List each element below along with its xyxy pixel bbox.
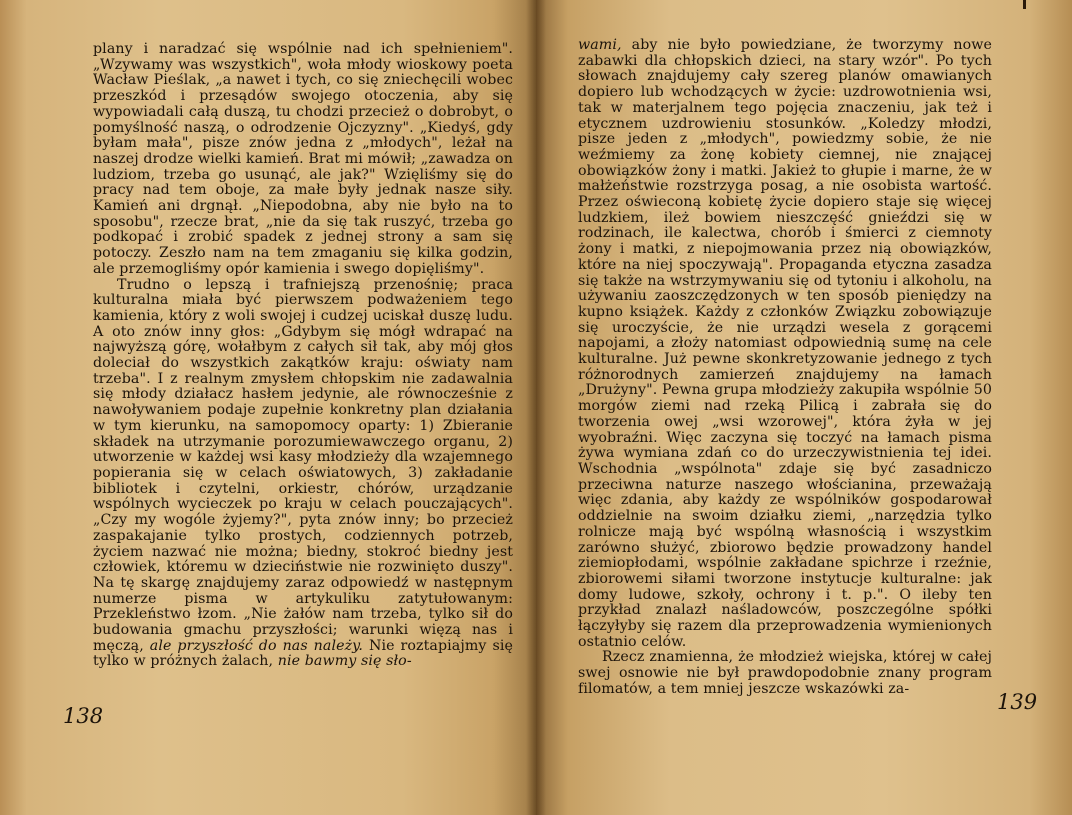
right-paragraph-2: Rzecz znamienna, że młodzież wiejska, której w całej swej osnowie nie był prawdopodobnie znany program filomatów, a tem mniej jeszcze wskazówki za- xyxy=(578,649,992,697)
left-page-text xyxy=(93,42,513,670)
page-edge-mark xyxy=(1023,0,1026,9)
left-paragraph-1: plany i naradzać się wspólnie nad ich spełnieniem". „Wzywamy was wszystkich", woła młody wioskowy poeta Wacław Pieślak, „a nawet i tych, co się zniechęcili wobec przeszkód i przesądów swojego otoczenia, aby się wypowiadali całą duszą, tu chodzi przecież o dobrobyt, o pomyślność naszą, o odrodzenie Ojczyzny". „Kiedyś, gdy byłam mała", pisze znów jedna z „młodych", leżał na naszej drodze wielki kamień. Brat mi mówił; „zawadza on ludziom, trzeba go usunąć, ale jak?" Wzięliśmy się do pracy nad tem oboje, za małe były jednak nasze siły. Kamień ani drgnął. „Niepodobna, aby nie było na to sposobu", rzecze brat, „nie da się tak ruszyć, trzeba go podkopać i zrobić spadek z jednej strony a sam się potoczy. Zeszło nam na tem zmaganiu się kilka godzin, ale przemogliśmy opór kamienia i swego dopięliśmy". xyxy=(93,41,513,277)
right-paragraph-1 xyxy=(578,38,992,650)
right-paragraph-1-body: aby nie było powiedziane, że tworzymy nowe zabawki dla chłopskich dzieci, na stary wzór". Po tych słowach znajdujemy cały szereg planów omawianych dopiero lub wchodzących w życie: uzdrowotnienia wsi, tak w materjalnem tego pojęcia znaczeniu, jak też i etycznem uzdrowieniu stosunków. „Koledzy młodzi, pisze jeden z „młodych", powiedzmy sobie, że nie weźmiemy za żonę kobiety ciemnej, nie znającej obowiązków żony i matki. Jakież to głupie i marne, że w małżeństwie rozstrzyga posag, a nie osobista wartość. Przez oświeconą kobietę życie dopiero staje się więcej ludzkiem, ileż bowiem nieszczęść gnieździ się w rodzinach, ile kalectwa, chorób i śmierci z ciemnoty żony i matki, z niepojmowania przez nią obowiązków, które na niej spoczywają". Propaganda etyczna zasadza się także na wstrzymywaniu się od tytoniu i alkoholu, na używaniu zaoszczędzonych w ten sposób pieniędzy na kupno książek. Każdy z członków Związku zobowiązuje się uroczyście, że nie urządzi wesela z gorącemi napojami, a złoży natomiast odpowiednią sumę na cele kulturalne. Już pewne skonkretyzowanie jednego z tych różnorodnych zamierzeń znajdujemy na łamach „Drużyny". Pewna grupa młodzieży zakupiła wspólnie 50 morgów ziemi nad rzeką Pilicą i zabrała się do tworzenia owej „wsi wzorowej", która żyła w jej wyobraźni. Więc zaczyna się toczyć na łamach pisma żywa wymiana zdań co do urzeczywistnienia tej idei. Wschodnia „wspólnota" zdaje się być zasadniczo przeciwna naturze naszego włościanina, przeważają więc zdania, aby każdy ze wspólników gospodarował oddzielnie na swoim działku ziemi, „narzędzia tylko rolnicze mają być wspólną własnością i wszystkim zarówno służyć, zbiorowo będzie prowadzony handel ziemiopłodami, wspólnie zakładane spichrze i rzeźnie, zbiorowemi siłami tworzone instytucje kulturalne: jak domy ludowe, szkoły, ochrony i t. p.". O ileby ten przykład znalazł naśladowców, poszczególne spółki łączyłyby się razem dla przeprowadzenia wymienionych ostatnio celów. xyxy=(578,37,992,650)
right-page-text xyxy=(578,38,992,698)
left-paragraph-2-body: Trudno o lepszą i trafniejszą przenośnię; praca kulturalna miała być pierwszem podważeniem tego kamienia, który z woli swojej i cudzej uciskał duszę ludu. A oto znów inny głos: „Gdybym się mógł wdrapać na najwyższą górę, wołałbym z całych sił tak, aby mój głos doleciał do wszystkich zakątków kraju: oświaty nam trzeba". I z realnym zmysłem chłopskim nie zadawalnia się młody działacz hasłem jedynie, ale równocześnie z nawoływaniem podaje zupełnie konkretny plan działania w tym kierunku, na samopomocy oparty: 1) Zbieranie składek na utrzymanie porozumiewawczego organu, 2) utworzenie w każdej wsi kasy młodzieży dla wzajemnego popierania się w celach oświatowych, 3) zakładanie bibliotek i czytelni, orkiestr, chórów, urządzanie wspólnych wycieczek po kraju w celach pouczających". „Czy my wogóle żyjemy?", pyta znów inny; bo przecież zaspakajanie tylko prostych, codziennych potrzeb, życiem nazwać nie można; biedny, stokroć biedny jest człowiek, któremu w dzieciństwie nie rozwinięto duszy". Na tę skargę znajdujemy zaraz odpowiedź w następnym numerze pisma w artykuliku zatytułowanym: Przekleństwo łzom. „Nie żałów nam trzeba, tylko sił do budowania gmachu przyszłości; warunki więzą nas i męczą, xyxy=(93,276,513,654)
right-italic-start: wami, xyxy=(578,37,622,53)
right-page-number: 139 xyxy=(997,690,1038,714)
left-italic-phrase: ale przyszłość do nas należy. xyxy=(149,637,364,654)
left-paragraph-2 xyxy=(93,278,513,671)
left-italic-end: nie bawmy się sło- xyxy=(277,653,412,670)
book-gutter xyxy=(526,0,546,815)
left-after-italic: Nie roztapiajmy się tylko w próżnych żalach, xyxy=(93,637,513,670)
left-page-number: 138 xyxy=(63,704,104,728)
